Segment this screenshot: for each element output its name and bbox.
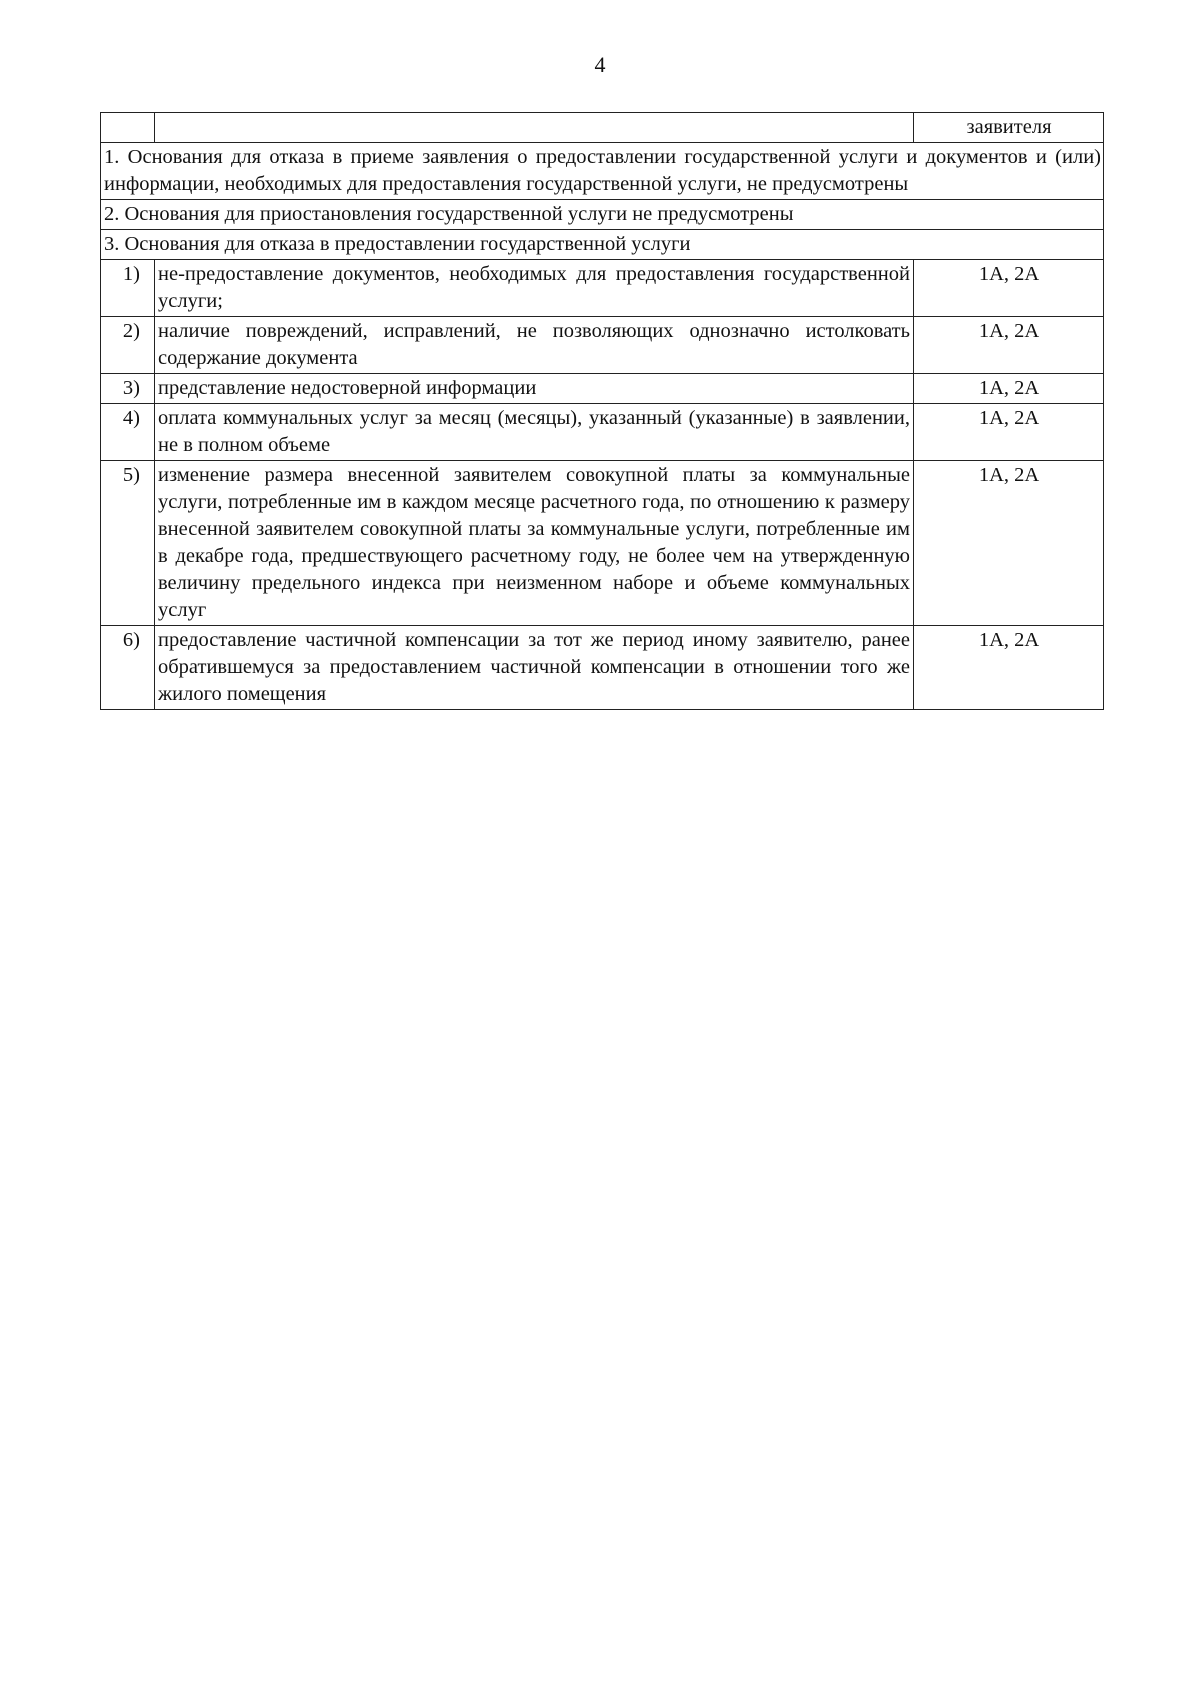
row-codes: 1А, 2А bbox=[914, 260, 1104, 317]
row-codes: 1А, 2А bbox=[914, 317, 1104, 374]
table-row bbox=[101, 404, 1104, 461]
section-heading: 2. Основания для приостановления государственной услуги не предусмотрены bbox=[101, 200, 1104, 230]
section-row bbox=[101, 200, 1104, 230]
row-number: 1) bbox=[101, 260, 155, 317]
header-cell-number bbox=[101, 113, 155, 143]
row-description: изменение размера внесенной заявителем совокупной платы за коммунальные услуги, потребленные им в каждом месяце расчетного года, по отношению к размеру внесенной заявителем совокупной платы за коммунальные услуги, потребленные им в декабре года, предшествующего расчетному году, не более чем на утвержденную величину предельного индекса при неизменном наборе и объеме коммунальных услуг bbox=[155, 461, 914, 626]
refusal-grounds-table bbox=[100, 112, 1104, 710]
row-description: наличие повреждений, исправлений, не позволяющих однозначно истолковать содержание документа bbox=[155, 317, 914, 374]
section-heading: 1. Основания для отказа в приеме заявления о предоставлении государственной услуги и документов и (или) информации, необходимых для предоставления государственной услуги, не предусмотрены bbox=[101, 143, 1104, 200]
row-description: предоставление частичной компенсации за тот же период иному заявителю, ранее обратившемуся за предоставлением частичной компенсации в отношении того же жилого помещения bbox=[155, 626, 914, 710]
table-row bbox=[101, 626, 1104, 710]
row-number: 6) bbox=[101, 626, 155, 710]
row-number: 5) bbox=[101, 461, 155, 626]
table-row bbox=[101, 374, 1104, 404]
header-cell-applicant: заявителя bbox=[914, 113, 1104, 143]
row-codes: 1А, 2А bbox=[914, 374, 1104, 404]
table-row bbox=[101, 461, 1104, 626]
table-row bbox=[101, 260, 1104, 317]
row-number: 2) bbox=[101, 317, 155, 374]
row-codes: 1А, 2А bbox=[914, 461, 1104, 626]
row-number: 3) bbox=[101, 374, 155, 404]
section-heading: 3. Основания для отказа в предоставлении государственной услуги bbox=[101, 230, 1104, 260]
row-number: 4) bbox=[101, 404, 155, 461]
row-codes: 1А, 2А bbox=[914, 626, 1104, 710]
row-description: не-предоставление документов, необходимых для предоставления государственной услуги; bbox=[155, 260, 914, 317]
row-description: оплата коммунальных услуг за месяц (месяцы), указанный (указанные) в заявлении, не в полном объеме bbox=[155, 404, 914, 461]
table-header-row bbox=[101, 113, 1104, 143]
table-row bbox=[101, 317, 1104, 374]
section-row bbox=[101, 143, 1104, 200]
row-codes: 1А, 2А bbox=[914, 404, 1104, 461]
section-row bbox=[101, 230, 1104, 260]
row-description: представление недостоверной информации bbox=[155, 374, 914, 404]
page-number: 4 bbox=[594, 52, 606, 77]
header-cell-description bbox=[155, 113, 914, 143]
